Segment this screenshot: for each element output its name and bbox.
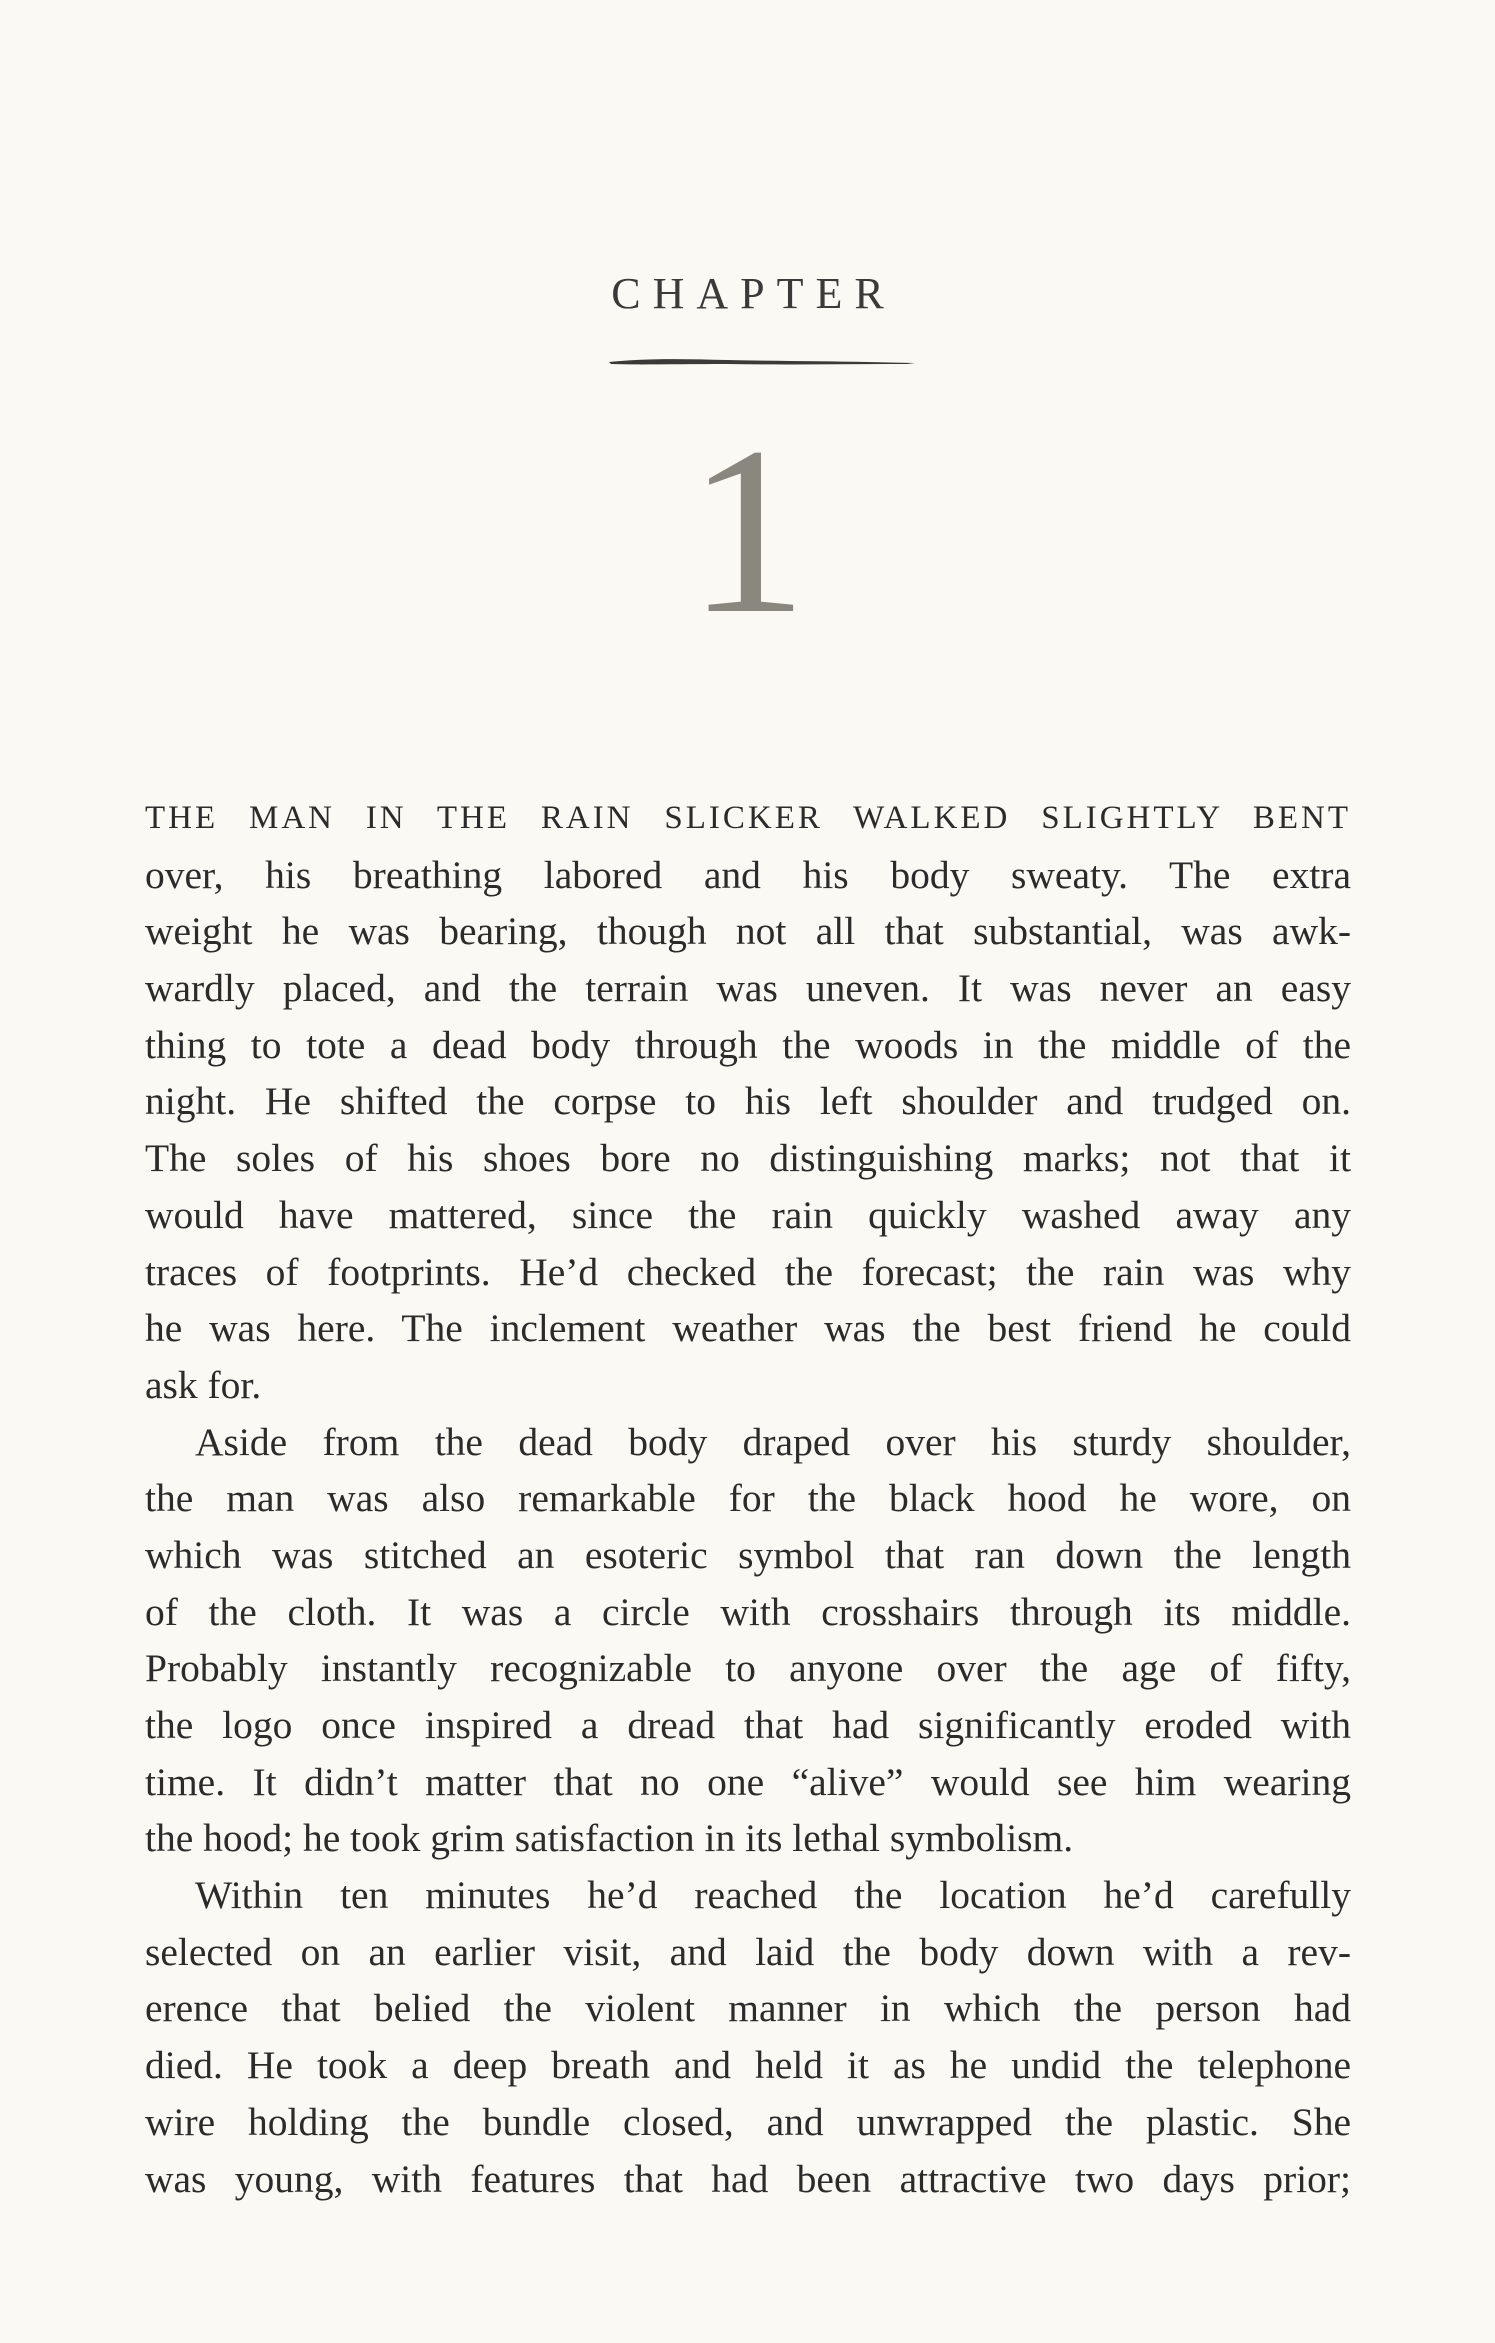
chapter-number: 1	[687, 397, 808, 663]
paragraph-1	[145, 790, 1351, 1414]
chapter-body-text	[145, 790, 1351, 2207]
text-line: Aside from the dead body draped over his sturdy shoulder,	[195, 1419, 1351, 1464]
text-line: which was stitched an esoteric symbol that ran down the length	[145, 1532, 1351, 1577]
chapter-label: CHAPTER	[611, 269, 896, 318]
text-line: erence that belied the violent manner in which the person had	[145, 1986, 1351, 2031]
text-line: would have mattered, since the rain quickly washed away any	[145, 1192, 1351, 1237]
text-line: night. He shifted the corpse to his left shoulder and trudged on.	[145, 1079, 1351, 1124]
text-line: Within ten minutes he’d reached the location he’d carefully	[195, 1873, 1351, 1918]
paragraph-3	[145, 1867, 1351, 2207]
paragraph-2	[145, 1414, 1351, 1868]
text-line: was young, with features that had been attractive two days prior;	[145, 2156, 1351, 2201]
text-line: time. It didn’t matter that no one “alive” would see him wearing	[145, 1759, 1351, 1804]
text-line: wire holding the bundle closed, and unwrapped the plastic. She	[145, 2099, 1351, 2144]
text-line: selected on an earlier visit, and laid the body down with a rev-	[145, 1929, 1351, 1974]
text-line: The soles of his shoes bore no distinguishing marks; not that it	[145, 1136, 1351, 1181]
text-line: weight he was bearing, though not all that substantial, was awk-	[145, 909, 1351, 954]
text-line: died. He took a deep breath and held it as he undid the telephone	[145, 2043, 1351, 2088]
chapter-ornament-rule	[607, 355, 917, 367]
text-line: THE MAN IN THE RAIN SLICKER WALKED SLIGHTLY BENT	[145, 800, 1351, 836]
text-line: Probably instantly recognizable to anyone over the age of fifty,	[145, 1646, 1351, 1691]
text-line: wardly placed, and the terrain was uneven. It was never an easy	[145, 966, 1351, 1011]
text-line: over, his breathing labored and his body sweaty. The extra	[145, 852, 1351, 897]
text-line: the hood; he took grim satisfaction in its lethal symbolism.	[145, 1816, 1074, 1861]
text-line: of the cloth. It was a circle with crosshairs through its middle.	[145, 1589, 1351, 1634]
text-line: the logo once inspired a dread that had significantly eroded with	[145, 1703, 1351, 1747]
text-line: ask for.	[145, 1362, 262, 1407]
text-line: thing to tote a dead body through the woods in the middle of the	[145, 1022, 1351, 1067]
text-line: he was here. The inclement weather was the best friend he could	[145, 1306, 1351, 1351]
text-line: traces of footprints. He’d checked the forecast; the rain was why	[145, 1249, 1351, 1294]
text-line: the man was also remarkable for the black hood he wore, on	[145, 1476, 1351, 1521]
